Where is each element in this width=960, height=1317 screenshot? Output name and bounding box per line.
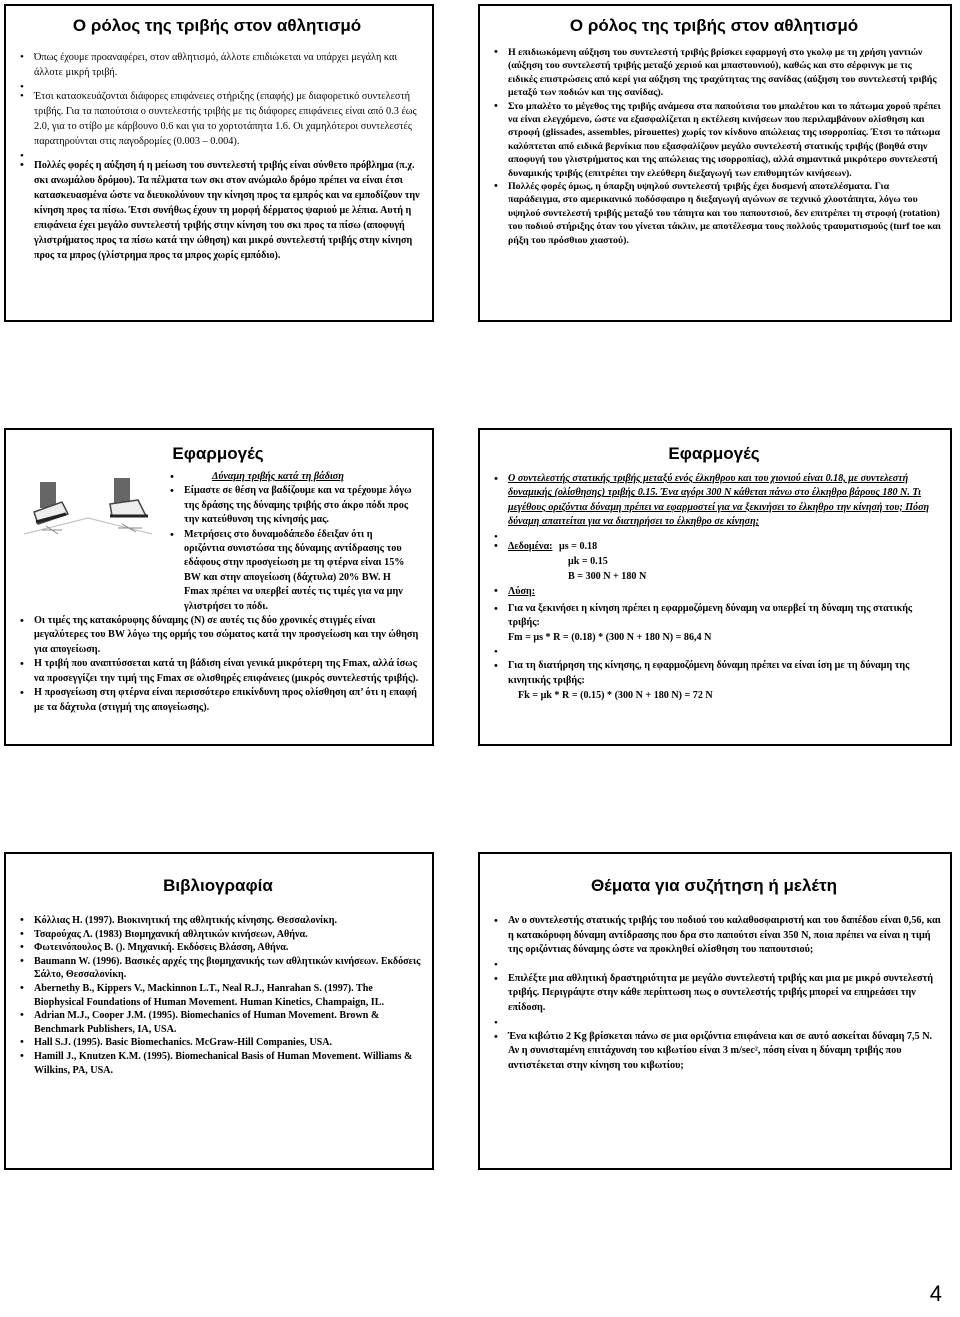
walking-illustration xyxy=(18,472,158,542)
bullet-text: Πολλές φορές η αύξηση ή η μείωση του συντελεστή τριβής είναι σύνθετο πρόβλημα (π.χ. σκι ανωμάλου δρόμου). Τα πέλματα των σκι στον ανώμαλο δρόμο πρέπει να είναι έτσι κατασκευασμένα ώστε να διευκολύνουν την κίνηση προς τα εμπρός και να εμποδίζουν την κίνηση προς τα πίσω. Έτσι συνήθως έχουν τη μορφή δέρματος ψαριού με λέπια. Αυτή η επιφάνεια έχει μεγάλο συντελεστή τριβής στην κίνηση του σκι προς τα πίσω (αποφυγή γλιστρήματος προς τα πίσω κατά την ώθηση) και μικρό συντελεστή τριβής στην κίνηση προς τα μπρος (γλίστρημα προς τα μπρος χωρίς εμπόδιο). xyxy=(34,160,420,261)
bullet-item: • Ένα κιβώτιο 2 Kg βρίσκεται πάνω σε μια οριζόντια επιφάνεια και σε αυτό ασκείται δύναμη 7,5 N. Αν η συνισταμένη επιτάχυνση του κιβωτίου είναι 3 m/sec², πόση είναι η δύναμη τριβής που αντιστέκεται στην κίνηση του κιβωτίου; xyxy=(486,1030,942,1074)
bullet-item: • Είμαστε σε θέση να βαδίζουμε και να τρέχουμε λόγω της δράσης της δύναμης τριβής στο άκρο πόδι προς την κατεύθυνση της κίνησής μας. xyxy=(162,484,424,527)
bullet-item: • Η προσγείωση στη φτέρνα είναι περισσότερο επικίνδυνη προς ολίσθηση απ’ ότι η επαφή με τα δάχτυλα (στιγμή της απογείωσης). xyxy=(12,686,424,715)
bullet-item: • Αν ο συντελεστής στατικής τριβής του ποδιού του καλαθοσφαιριστή και του δαπέδου είναι 0,56, και η κατακόρυφη δύναμη αντίδρασης που δρα στο παπούτσι είναι 350 N, ποια πρέπει να είναι η τιμή της οριζόντιας δύναμης ώστε να προκληθεί ολίσθηση του παπουτσιού; xyxy=(486,914,942,958)
bullet-item: • Επιλέξτε μια αθλητική δραστηριότητα με μεγάλο συντελεστή τριβής και μια με μικρό συντελεστή τριβής. Περιγράψτε στην κάθε περίπτωση πως ο συντελεστής τριβής μπορεί να επηρεάσει την επίδοση. xyxy=(486,972,942,1016)
slide-friction-role-1 xyxy=(4,4,434,322)
bullet-list xyxy=(486,46,942,247)
bullet-item: • Ο συντελεστής στατικής τριβής μεταξύ ενός έλκηθρου και του χιονιού είναι 0.18, με συντελεστή δυναμικής (ολίσθησης) τριβής 0.15. Ένα αγόρι 300 N κάθεται πάνω στο έλκηθρο βάρους 180 N. Τι μεγέθους οριζόντια δύναμη πρέπει να εφαρμοστεί για να ξεκινήσει το έλκηθρο την κίνησή του; Πόση δύναμη απαιτείται για να διατηρήσει το έλκηθρο σε κίνηση; xyxy=(486,472,942,530)
given-label: Δεδομένα: xyxy=(508,540,553,552)
bullet-item: • Η επιδιωκόμενη αύξηση του συντελεστή τριβής βρίσκει εφαρμογή στο γκολφ με τη χρήση γαντιών (αύξηση του συντελεστή τριβής μεταξύ χεριού και μπαστουνιού), καθώς και στο σέρφινγκ με τις ειδικές επιστρώσεις από κερί για αύξηση της τραχύτητας της σανίδας (αύξηση του συντελεστή τριβής μεταξύ των ποδιών και της σανίδας). xyxy=(486,46,942,100)
bullet-item: • Η τριβή που αναπτύσσεται κατά τη βάδιση είναι γενικά μικρότερη της Fmax, αλλά ίσως να προσεγγίζει την τιμή της Fmax σε ολισθηρές επιφάνειες (μικρός συντελεστής τριβής). xyxy=(12,657,424,686)
reference-item: • Κόλλιας Η. (1997). Βιοκινητική της αθλητικής κίνησης. Θεσσαλονίκη. xyxy=(12,914,424,928)
given-weight: B = 300 N + 180 N xyxy=(568,570,647,582)
slide-bibliography xyxy=(4,852,434,1170)
spacer xyxy=(486,958,942,972)
bullet-list xyxy=(12,50,422,263)
bullet-text: Έτσι κατασκευάζονται διάφορες επιφάνειες στήριξης (επαφής) με διαφορετικό συντελεστή τριβής. Για τα παπούτσια ο συντελεστής τριβής με τις διάφορες επιφάνειες είναι από 0.3 έως 2.0, για το στίβο με κάρβουνο 0.6 και για το χορτοτάπητα 1.6. Οι χαμηλότεροι συντελεστές παρατηρούνται στις παγοδρομίες (0.003 – 0.004). xyxy=(34,91,417,147)
spacer xyxy=(486,1016,942,1030)
bullet-item: • Για να ξεκινήσει η κίνηση πρέπει η εφαρμοζόμενη δύναμη να υπερβεί τη δύναμη της στατικής τριβής: xyxy=(486,602,942,631)
given-mk: μk = 0.15 xyxy=(568,555,608,567)
bullet-item: • Δύναμη τριβής κατά τη βάδιση xyxy=(162,470,424,484)
spacer xyxy=(12,149,422,158)
reference-item: • Adrian M.J., Cooper J.M. (1995). Biomechanics of Human Movement. Brown & Benchmark Publishers, IA, USA. xyxy=(12,1009,424,1036)
bullet-item: • Για τη διατήρηση της κίνησης, η εφαρμοζόμενη δύναμη πρέπει να είναι ίση με τη δύναμη της κινητικής τριβής: xyxy=(486,659,942,688)
given-ms: μs = 0.18 xyxy=(559,540,598,552)
slide-title: Εφαρμογές xyxy=(668,444,760,463)
bullet-item: • Οι τιμές της κατακόρυφης δύναμης (N) σε αυτές τις δύο χρονικές στιγμές είναι μεγαλύτερες του BW λόγω της ορμής του σώματος κατά την προσγείωση και την ώθηση για απογείωση. xyxy=(12,614,424,657)
page-number: 4 xyxy=(929,1281,942,1306)
bullet-list xyxy=(162,470,424,614)
slide-applications-sled xyxy=(478,428,952,746)
spacer xyxy=(486,530,942,539)
bullet-list xyxy=(486,472,942,703)
slide-title: Θέματα για συζήτηση ή μελέτη xyxy=(590,876,838,895)
slide-friction-role-2 xyxy=(478,4,952,322)
reference-item: • Φωτεινόπουλος Β. (). Μηχανική. Εκδόσεις Βλάσση, Αθήνα. xyxy=(12,941,424,955)
solution-label: • Λύση: xyxy=(486,584,942,599)
slide-title: Ο ρόλος της τριβής στον αθλητισμό xyxy=(569,16,859,35)
slide-title: Ο ρόλος της τριβής στον αθλητισμό xyxy=(72,16,362,35)
reference-item: • Baumann W. (1996). Βασικές αρχές της βιομηχανικής των αθλητικών κινήσεων. Εκδόσεις Σάλτο, Θεσσαλονίκη. xyxy=(12,955,424,982)
bullet-item xyxy=(12,158,422,263)
slide-applications-walking xyxy=(4,428,434,746)
bullet-item: • Όπως έχουμε προαναφέρει, στον αθλητισμό, άλλοτε επιδιώκεται να υπάρχει μεγάλη και άλλοτε μικρή τριβή. xyxy=(12,50,422,80)
slide-title: Βιβλιογραφία xyxy=(163,876,273,895)
reference-item: • Abernethy B., Kippers V., Mackinnon L.T., Neal R.J., Hanrahan S. (1997). The Biophysical Foundations of Human Movement. Human Kinetics, Champaign, IL. xyxy=(12,982,424,1009)
reference-list xyxy=(12,914,424,1077)
bullet-list xyxy=(12,614,424,715)
reference-item: • Hall S.J. (1995). Basic Biomechanics. McGraw-Hill Companies, USA. xyxy=(12,1036,424,1050)
reference-item: • Τσαρούχας Λ. (1983) Βιομηχανική αθλητικών κινήσεων, Αθήνα. xyxy=(12,928,424,942)
reference-item: • Hamill J., Knutzen K.M. (1995). Biomechanical Basis of Human Movement. Williams & Wilkins, PA, USA. xyxy=(12,1050,424,1077)
slide-discussion-topics xyxy=(478,852,952,1170)
equation-kinetic: Fk = μk * R = (0.15) * (300 N + 180 N) = 72 N xyxy=(518,690,713,702)
spacer xyxy=(12,80,422,89)
spacer xyxy=(486,645,942,659)
bullet-list xyxy=(486,914,942,1073)
bullet-item: • Πολλές φορές όμως, η ύπαρξη υψηλού συντελεστή τριβής έχει δυσμενή αποτελέσματα. Για παράδειγμα, στο αμερικανικό ποδόσφαιρο η διεξαγωγή αγώνων σε τεχνικό χλοοτάπητα, λόγω του υψηλού συντελεστή τριβής μεταξύ του τάπητα και του παπουτσιού, δεν επιτρέπει τη στροφή (rotation) του ποδιού στήριξης όταν του γίνεται τάκλιν, με αποτέλεσμα τους πολλούς τραυματισμούς (turf toe και ρήξη του πρόσθιου χιαστού). xyxy=(486,180,942,247)
bullet-item: • Στο μπαλέτο το μέγεθος της τριβής ανάμεσα στα παπούτσια του μπαλέτου και το πάτωμα χορού πρέπει να είναι ελεγχόμενο, ώστε να εξασφαλίζεται η εκτέλεση κινήσεων που περιλαμβάνουν ολίσθηση και στροφή (glissades, assembles, pirouettes) χωρίς τον κίνδυνο απώλειας της ισορροπίας. Έτσι το πάτωμα καλύπτεται από ειδικά βερνίκια που εξασφαλίζουν μεγάλο συντελεστή στατικής τριβής (βοηθά στην αποφυγή του γλιστρήματος και της απώλειας της ισορροπίας), αλλά σημαντικά μικρότερο συντελεστή δυναμικής τριβής (επιτρέπει την ελεύθερη διεξαγωγή των επιθυμητών κινήσεων). xyxy=(486,100,942,180)
bullet-item: • Μετρήσεις στο δυναμοδάπεδο έδειξαν ότι η οριζόντια συνιστώσα της δύναμης αντίδρασης του εδάφους στην προσγείωση με τη φτέρνα είναι 15% BW και στην απογείωση (δάχτυλα) 20% BW. Η Fmax πρέπει να υπερβεί αυτές τις τιμές για να μην γλιστρήσει το πόδι. xyxy=(162,528,424,614)
equation-static: Fm = μs * R = (0.18) * (300 N + 180 N) = 86,4 N xyxy=(508,632,712,644)
bullet-item xyxy=(12,89,422,149)
slide-title: Εφαρμογές xyxy=(172,444,264,463)
bullet-item xyxy=(486,539,942,554)
